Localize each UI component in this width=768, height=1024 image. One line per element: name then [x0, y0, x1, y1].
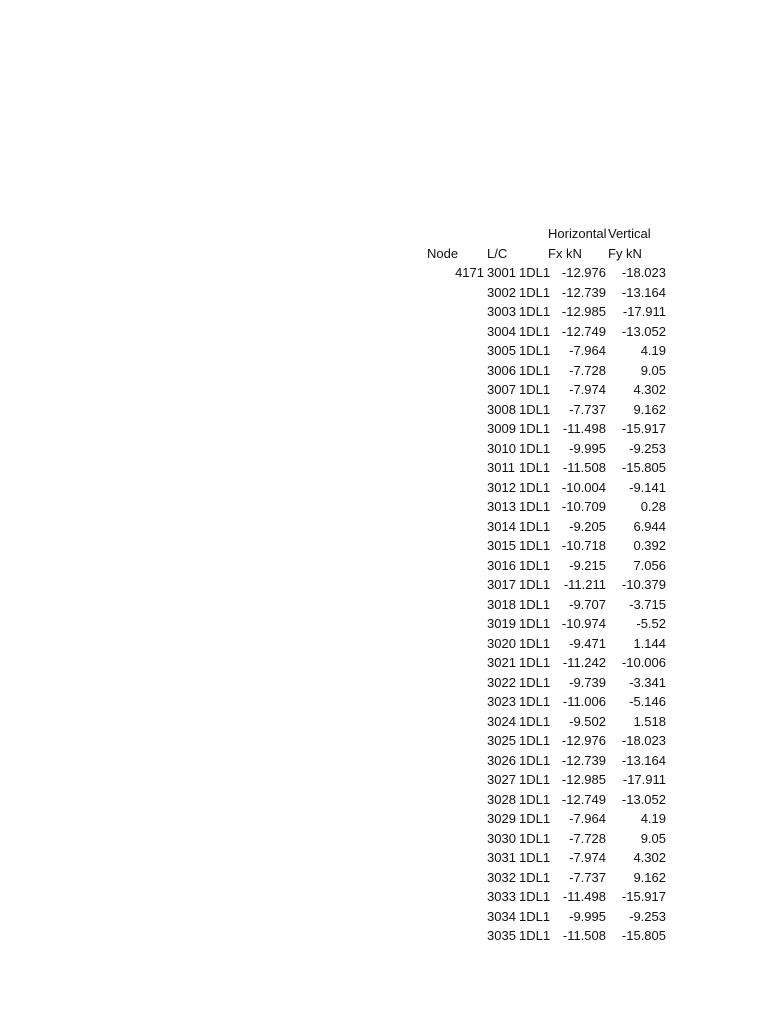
lc-cell: 3026	[487, 752, 516, 768]
lc-cell: 3008	[487, 401, 516, 417]
fx-cell: -11.508	[562, 460, 606, 475]
fx-cell: -7.964	[569, 343, 606, 358]
fy-cell: 4.302	[633, 382, 666, 397]
fx-cell: -10.718	[561, 538, 606, 553]
lc-cell: 3028	[487, 791, 516, 807]
fx-cell: -11.498	[562, 421, 606, 436]
lc-cell: 3002	[487, 284, 516, 300]
table-row	[0, 907, 768, 927]
load-code-cell: 1DL1	[519, 869, 551, 885]
fy-cell: 4.19	[640, 811, 666, 826]
fx-cell: -7.974	[569, 382, 606, 397]
table-row	[0, 770, 768, 790]
load-code-cell: 1DL1	[519, 479, 551, 495]
fx-cell: -12.976	[561, 733, 606, 748]
lc-cell: 3023	[487, 694, 516, 709]
load-code-cell: 1DL1	[519, 265, 551, 280]
fy-cell: 4.302	[633, 850, 666, 865]
lc-cell: 3005	[487, 343, 516, 358]
fy-cell: -3.341	[629, 674, 666, 690]
lc-cell: 3034	[487, 908, 516, 924]
lc-cell: 3015	[487, 538, 516, 553]
header-row-top	[0, 224, 768, 244]
table-row	[0, 868, 768, 888]
lc-cell: 3007	[487, 382, 516, 397]
fx-cell: -11.211	[563, 577, 606, 592]
load-code-cell: 1DL1	[519, 421, 551, 436]
fy-header: Fy kN	[608, 246, 642, 261]
lc-cell: 3011	[487, 460, 515, 475]
fy-cell: -13.052	[621, 323, 666, 339]
load-code-cell: 1DL1	[519, 889, 551, 904]
table-row	[0, 634, 768, 654]
load-code-cell: 1DL1	[519, 830, 551, 846]
lc-cell: 3022	[487, 674, 516, 690]
table-row	[0, 595, 768, 615]
load-code-cell: 1DL1	[519, 538, 551, 553]
fx-cell: -12.976	[561, 265, 606, 280]
lc-cell: 3009	[487, 421, 516, 436]
fx-cell: -9.205	[569, 518, 606, 534]
table-row	[0, 790, 768, 810]
fx-cell: -7.737	[569, 401, 606, 417]
fy-cell: -9.253	[629, 908, 666, 924]
table-row	[0, 283, 768, 303]
table-row	[0, 926, 768, 946]
load-code-cell: 1DL1	[519, 382, 551, 397]
fy-cell: -15.917	[621, 421, 666, 436]
fy-cell: -15.805	[621, 928, 666, 943]
table-row	[0, 478, 768, 498]
fx-cell: -7.728	[569, 362, 606, 378]
fy-cell: -9.253	[629, 440, 666, 456]
lc-cell: 3035	[487, 928, 516, 943]
fx-cell: -11.508	[562, 928, 606, 943]
fx-cell: -12.739	[561, 284, 606, 300]
load-code-cell: 1DL1	[519, 674, 551, 690]
lc-cell: 3012	[487, 479, 516, 495]
fx-cell: -7.964	[569, 811, 606, 826]
table-row	[0, 614, 768, 634]
lc-cell: 3033	[487, 889, 516, 904]
table-row	[0, 419, 768, 439]
table-row	[0, 887, 768, 907]
fy-cell: 4.19	[640, 343, 666, 358]
fy-cell: 7.056	[633, 557, 666, 573]
load-code-cell: 1DL1	[519, 518, 551, 534]
load-code-cell: 1DL1	[519, 694, 551, 709]
load-code-cell: 1DL1	[519, 304, 551, 319]
table-row	[0, 653, 768, 673]
lc-cell: 3006	[487, 362, 516, 378]
table-row	[0, 692, 768, 712]
load-code-cell: 1DL1	[519, 460, 551, 475]
load-code-cell: 1DL1	[519, 596, 551, 612]
fy-cell: 0.28	[640, 499, 666, 514]
fx-cell: -11.242	[562, 655, 606, 670]
fx-cell: -10.004	[561, 479, 606, 495]
table-row	[0, 712, 768, 732]
fy-cell: 9.05	[640, 362, 666, 378]
fx-cell: -12.749	[561, 791, 606, 807]
fy-cell: 6.944	[633, 518, 666, 534]
fx-cell: -7.728	[569, 830, 606, 846]
lc-cell: 3001	[487, 265, 516, 280]
table-row	[0, 751, 768, 771]
fy-cell: -5.52	[636, 616, 666, 631]
lc-header: L/C	[487, 246, 508, 261]
table-row	[0, 439, 768, 459]
fy-cell: -18.023	[621, 265, 666, 280]
fx-cell: -9.471	[569, 635, 606, 651]
table-row	[0, 673, 768, 693]
table-row	[0, 341, 768, 361]
lc-cell: 3019	[487, 616, 516, 631]
table-row	[0, 556, 768, 576]
load-code-cell: 1DL1	[519, 772, 551, 787]
fx-cell: -12.985	[561, 772, 606, 787]
lc-cell: 3018	[487, 596, 516, 612]
lc-cell: 3010	[487, 440, 516, 456]
fx-cell: -9.502	[569, 713, 606, 729]
load-code-cell: 1DL1	[519, 362, 551, 378]
fx-cell: -10.709	[561, 499, 606, 514]
table-row	[0, 848, 768, 868]
lc-cell: 3021	[487, 655, 516, 670]
load-code-cell: 1DL1	[519, 791, 551, 807]
load-code-cell: 1DL1	[519, 655, 551, 670]
load-code-cell: 1DL1	[519, 811, 551, 826]
fx-cell: -9.215	[569, 557, 606, 573]
load-code-cell: 1DL1	[519, 713, 551, 729]
lc-cell: 3029	[487, 811, 516, 826]
fy-cell: 1.144	[633, 635, 666, 651]
fy-cell: -5.146	[629, 694, 666, 709]
horizontal-header: Horizontal	[548, 226, 607, 241]
fy-cell: 9.05	[640, 830, 666, 846]
table-row	[0, 536, 768, 556]
table-row	[0, 458, 768, 478]
table-row	[0, 829, 768, 849]
lc-cell: 3017	[487, 577, 516, 592]
fx-cell: -7.974	[569, 850, 606, 865]
fy-cell: -13.164	[621, 752, 666, 768]
table-row	[0, 731, 768, 751]
load-code-cell: 1DL1	[519, 752, 551, 768]
lc-cell: 3014	[487, 518, 516, 534]
lc-cell: 3025	[487, 733, 516, 748]
table-row	[0, 302, 768, 322]
fy-cell: 9.162	[633, 869, 666, 885]
fx-cell: -10.974	[561, 616, 606, 631]
fy-cell: -15.917	[621, 889, 666, 904]
lc-cell: 3020	[487, 635, 516, 651]
vertical-header: Vertical	[608, 226, 651, 241]
load-code-cell: 1DL1	[519, 499, 551, 514]
table-row	[0, 263, 768, 283]
fy-cell: -10.379	[621, 577, 666, 592]
fx-cell: -9.995	[569, 440, 606, 456]
lc-cell: 3003	[487, 304, 516, 319]
node-header: Node	[427, 246, 459, 261]
lc-cell: 3031	[487, 850, 516, 865]
load-code-cell: 1DL1	[519, 577, 551, 592]
fx-cell: -9.707	[569, 596, 606, 612]
fx-cell: -11.498	[562, 889, 606, 904]
table-row	[0, 497, 768, 517]
fy-cell: -13.164	[621, 284, 666, 300]
lc-cell: 3027	[487, 772, 516, 787]
lc-cell: 3013	[487, 499, 516, 514]
fy-cell: -17.911	[622, 304, 666, 319]
load-code-cell: 1DL1	[519, 850, 551, 865]
table-row	[0, 361, 768, 381]
load-code-cell: 1DL1	[519, 284, 551, 300]
table-row	[0, 400, 768, 420]
fx-cell: -9.739	[569, 674, 606, 690]
fy-cell: 9.162	[633, 401, 666, 417]
fx-header: Fx kN	[548, 246, 582, 261]
load-code-cell: 1DL1	[519, 401, 551, 417]
fy-cell: -13.052	[621, 791, 666, 807]
lc-cell: 3004	[487, 323, 516, 339]
load-code-cell: 1DL1	[519, 557, 551, 573]
load-code-cell: 1DL1	[519, 616, 551, 631]
load-code-cell: 1DL1	[519, 635, 551, 651]
table-row	[0, 380, 768, 400]
lc-cell: 3016	[487, 557, 516, 573]
fx-cell: -11.006	[562, 694, 606, 709]
fx-cell: -12.749	[561, 323, 606, 339]
table-row	[0, 517, 768, 537]
lc-cell: 3024	[487, 713, 516, 729]
fx-cell: -7.737	[569, 869, 606, 885]
table-row	[0, 322, 768, 342]
fx-cell: -9.995	[569, 908, 606, 924]
load-code-cell: 1DL1	[519, 908, 551, 924]
fy-cell: -9.141	[629, 479, 666, 495]
table-row	[0, 575, 768, 595]
fx-cell: -12.739	[561, 752, 606, 768]
fy-cell: -15.805	[621, 460, 666, 475]
load-code-cell: 1DL1	[519, 733, 551, 748]
lc-cell: 3032	[487, 869, 516, 885]
fy-cell: -17.911	[622, 772, 666, 787]
node-value: 4171	[455, 265, 484, 280]
fy-cell: -18.023	[621, 733, 666, 748]
load-code-cell: 1DL1	[519, 343, 551, 358]
load-code-cell: 1DL1	[519, 928, 551, 943]
fy-cell: -3.715	[629, 596, 666, 612]
fx-cell: -12.985	[561, 304, 606, 319]
fy-cell: 1.518	[633, 713, 666, 729]
header-row-columns	[0, 244, 768, 264]
fy-cell: -10.006	[621, 655, 666, 670]
load-code-cell: 1DL1	[519, 440, 551, 456]
lc-cell: 3030	[487, 830, 516, 846]
load-code-cell: 1DL1	[519, 323, 551, 339]
fy-cell: 0.392	[633, 538, 666, 553]
table-row	[0, 809, 768, 829]
